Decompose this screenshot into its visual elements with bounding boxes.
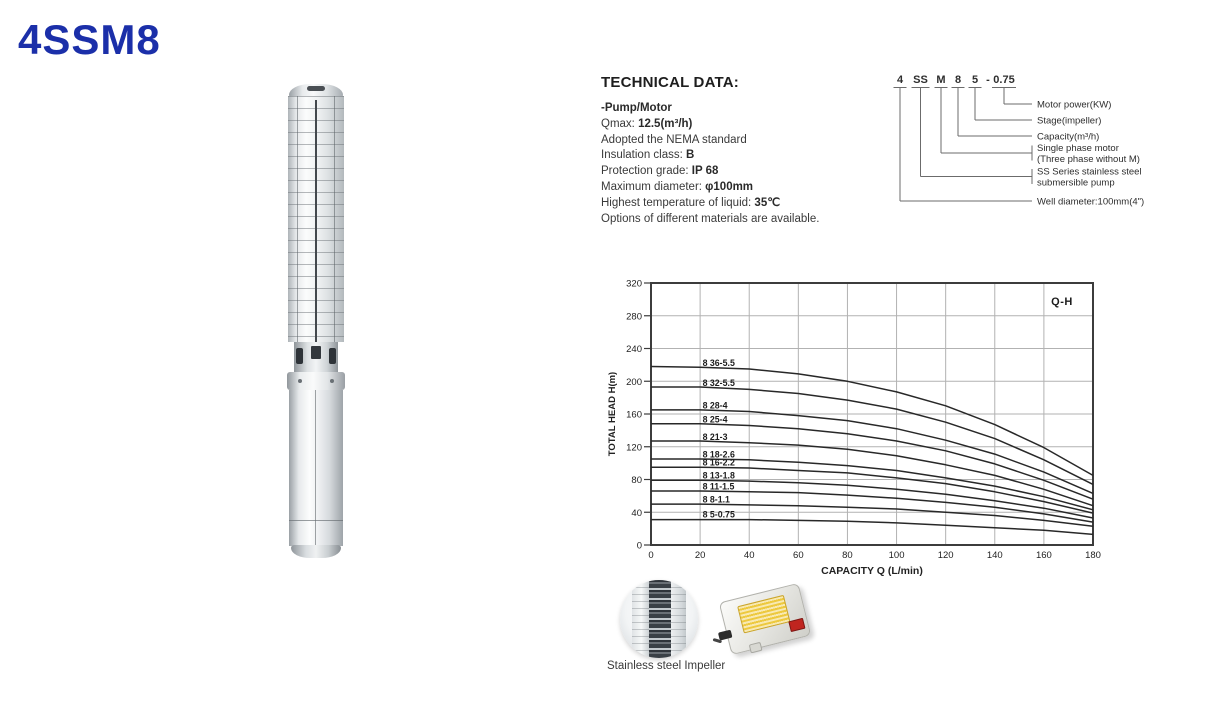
pump-cable-guard [315,100,317,342]
impeller-photo [620,580,698,658]
pump-motor-seam [315,390,316,546]
technical-data-heading: TECHNICAL DATA: [601,74,739,91]
curve-label-8-36-5-5: 8 36-5.5 [702,358,735,369]
technical-line-0: -Pump/Motor [601,102,672,114]
svg-text:Single phase motor: Single phase motor [1037,143,1119,154]
svg-text:120: 120 [937,550,954,561]
svg-text:160: 160 [626,409,642,421]
curve-label-8-25-4: 8 25-4 [702,414,728,425]
technical-line-5: Maximum diameter: φ100mm [601,180,754,193]
pump-motor-body [289,390,343,546]
control-box-photo [719,583,812,655]
svg-text:SS: SS [913,74,928,86]
x-axis-title: CAPACITY Q (L/min) [821,565,923,577]
pump-motor-joint-line [289,520,343,521]
curve-label-8-28-4: 8 28-4 [702,400,728,411]
pump-screw-right [330,379,334,383]
impeller-stack [649,580,671,658]
pump-top-slot [307,86,325,91]
y-axis [626,279,651,552]
svg-text:0.75: 0.75 [993,74,1015,86]
svg-text:40: 40 [631,507,642,519]
technical-data-lines [601,101,901,227]
curve-label-8-18-2-6: 8 18-2.6 [702,449,735,460]
technical-line-4: Protection grade: IP 68 [601,165,719,178]
svg-text:180: 180 [1085,550,1101,561]
curve-label-8-13-1-8: 8 13-1.8 [702,470,735,481]
pump-screen-edge-right [334,96,335,342]
svg-text:8: 8 [954,74,962,86]
curve-8-5-0-75 [651,520,1093,535]
svg-text:Stage(impeller): Stage(impeller) [1037,115,1102,127]
svg-text:40: 40 [743,550,755,561]
control-box-figure [712,582,816,660]
pump-illustration [286,84,346,558]
pump-clip-left [296,348,303,364]
curve-label-8-11-1-5: 8 11-1.5 [702,481,735,492]
control-box-cable-gland [718,630,733,641]
y-axis-title: TOTAL HEAD H(m) [607,371,618,457]
nomenclature-text [897,74,1144,208]
pump-collar [287,372,345,390]
pump-screen-edge-left [297,96,298,342]
technical-line-2: Adopted the NEMA standard [601,133,747,146]
svg-text:80: 80 [631,475,642,486]
model-nomenclature-diagram [880,66,1210,216]
impeller-caption: Stainless steel Impeller [607,660,726,672]
svg-text:320: 320 [626,278,642,290]
technical-line-6: Highest temperature of liquid: 35℃ [601,196,781,209]
svg-text:20: 20 [694,550,706,561]
svg-text:Well diameter:100mm(4"): Well diameter:100mm(4") [1037,196,1145,208]
chart-legend-qh: Q-H [1051,296,1073,308]
technical-line-7: Options of different materials are available. [601,212,820,225]
impeller-shell-left [632,580,649,658]
impeller-shell-right [671,580,686,658]
svg-text:4: 4 [896,74,904,86]
curve-label-8-21-3: 8 21-3 [702,431,728,442]
svg-text:5: 5 [971,74,979,86]
pump-clip-center [311,346,321,359]
qh-performance-chart [598,272,1110,582]
curve-label-8-5-0-75: 8 5-0.75 [702,509,735,520]
svg-text:240: 240 [626,344,642,355]
nomenclature-lines [894,88,1033,202]
svg-text:120: 120 [626,442,642,454]
svg-text:Capacity(m³/h): Capacity(m³/h) [1037,131,1100,143]
svg-text:80: 80 [842,550,853,561]
page-title: 4SSM8 [18,16,161,63]
svg-text:0: 0 [636,540,642,552]
control-box-label [737,595,790,634]
svg-text:submersible pump: submersible pump [1037,177,1115,189]
svg-text:0: 0 [648,550,654,561]
svg-text:Motor power(KW): Motor power(KW) [1037,99,1112,111]
control-box-port [749,642,763,654]
technical-data-section [601,74,901,227]
curve-label-8-16-2-2: 8 16-2.2 [702,457,735,468]
technical-line-1: Qmax: 12.5(m³/h) [601,117,693,130]
svg-text:160: 160 [1035,550,1052,561]
control-box-switch [788,618,805,632]
svg-text:-: - [986,74,990,86]
pump-screen-section [288,96,344,342]
svg-text:200: 200 [626,376,642,388]
svg-text:140: 140 [986,550,1003,561]
svg-text:M: M [936,74,946,86]
pump-joint-section [294,342,338,372]
curve-label-8-8-1-1: 8 8-1.1 [702,494,730,505]
x-axis [648,550,1101,561]
pump-screw-left [298,379,302,383]
svg-text:60: 60 [793,550,804,561]
svg-text:280: 280 [626,311,642,323]
technical-line-3: Insulation class: B [601,149,695,162]
svg-text:SS Series stainless steel: SS Series stainless steel [1037,166,1142,178]
pump-clip-right [329,348,336,364]
curve-label-8-32-5-5: 8 32-5.5 [702,378,735,389]
svg-text:100: 100 [888,550,905,561]
qh-curve-labels [703,358,735,519]
impeller-figure [614,580,706,660]
svg-text:(Three phase without M): (Three phase without M) [1037,154,1140,165]
pump-bottom-cap [291,545,341,558]
